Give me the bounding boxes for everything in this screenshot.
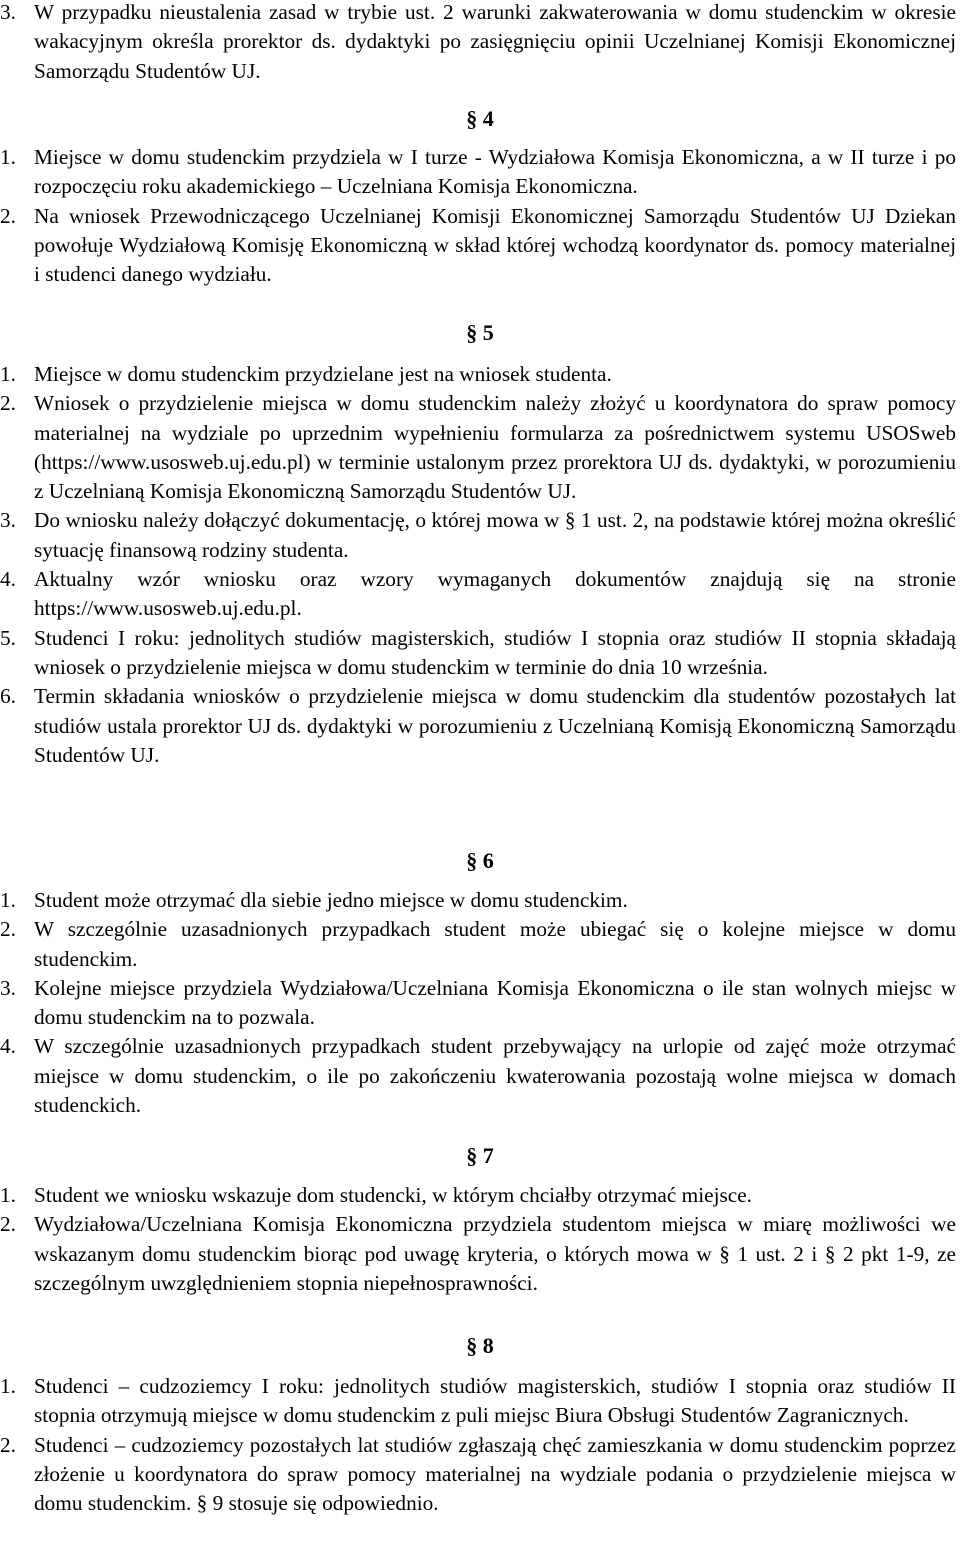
paragraph-number: 2.	[0, 1212, 16, 1237]
paragraph	[0, 624, 960, 683]
paragraph	[0, 915, 960, 974]
paragraph-text: Miejsce w domu studenckim przydziela w I turze - Wydziałowa Komisja Ekonomiczna, a w II turze i po rozpoczęciu roku akademickiego – Uczelniana Komisja Ekonomiczna.	[34, 145, 956, 199]
intro-section	[0, 0, 960, 86]
paragraph-number: 6.	[0, 684, 16, 709]
paragraph-number: 4.	[0, 567, 16, 592]
paragraph	[0, 389, 960, 506]
paragraph	[0, 1431, 960, 1519]
paragraph-text: W szczególnie uzasadnionych przypadkach student może ubiegać się o kolejne miejsce w domu studenckim.	[34, 917, 956, 971]
paragraph-text: Aktualny wzór wniosku oraz wzory wymaganych dokumentów znajdują się na stronie https://www.usosweb.uj.edu.pl.	[34, 567, 956, 621]
paragraph-number: 3.	[0, 508, 16, 533]
paragraph	[0, 1210, 960, 1298]
paragraph-text: Do wniosku należy dołączyć dokumentację, o której mowa w § 1 ust. 2, na podstawie której można określić sytuację finansową rodziny studenta.	[34, 508, 956, 562]
paragraph-text: W przypadku nieustalenia zasad w trybie ust. 2 warunki zakwaterowania w domu studenckim w okresie wakacyjnym określa prorektor ds. dydaktyki po zasięgnięciu opinii Uczelnianej Komisji Ekonomicznej Samorządu Studentów UJ.	[34, 0, 956, 83]
paragraph	[0, 1181, 960, 1210]
paragraph-text: Student może otrzymać dla siebie jedno miejsce w domu studenckim.	[34, 888, 628, 912]
paragraph-text: Kolejne miejsce przydziela Wydziałowa/Uczelniana Komisja Ekonomiczna o ile stan wolnych miejsc w domu studenckim na to pozwala.	[34, 975, 956, 1030]
paragraph	[0, 565, 960, 624]
paragraph-text: Studenci – cudzoziemcy I roku: jednolitych studiów magisterskich, studiów I stopnia oraz studiów II stopnia otrzymują miejsce w domu studenckim z puli miejsc Biura Obsługi Studentów Zagranicznych.	[34, 1374, 956, 1428]
section-4	[0, 143, 960, 289]
paragraph	[0, 360, 960, 389]
paragraph-number: 2.	[0, 1432, 16, 1457]
paragraph-number: 1.	[0, 362, 16, 386]
paragraph	[0, 1032, 960, 1120]
paragraph-text: Studenci I roku: jednolitych studiów magisterskich, studiów I stopnia oraz studiów II stopnia składają wniosek o przydzielenie miejsca w domu studenckim w terminie do dnia 10 września.	[34, 625, 956, 679]
section-7	[0, 1181, 960, 1298]
paragraph-number: 1.	[0, 145, 16, 169]
paragraph-text: Student we wniosku wskazuje dom studencki, w którym chciałby otrzymać miejsce.	[34, 1183, 753, 1207]
paragraph-text: Na wniosek Przewodniczącego Uczelnianej Komisji Ekonomicznej Samorządu Studentów UJ Dziekan powołuje Wydziałową Komisję Ekonomiczną w skład której wchodzą koordynator ds. pomocy materialnej i studenci danego wydziału.	[34, 203, 956, 287]
paragraph	[0, 202, 960, 290]
paragraph	[0, 886, 960, 915]
paragraph-text: Wydziałowa/Uczelniana Komisja Ekonomiczna przydziela studentom miejsca w miarę możliwości we wskazanym domu studenckim biorąc pod uwagę kryteria, o których mowa w § 1 ust. 2 i § 2 pkt 1-9, ze szczególnym uwzględnieniem stopnia niepełnosprawności.	[34, 1212, 956, 1295]
paragraph-number: 5.	[0, 625, 16, 650]
paragraph	[0, 682, 960, 770]
section-6	[0, 886, 960, 1120]
paragraph-number: 1.	[0, 888, 16, 912]
paragraph-text: W szczególnie uzasadnionych przypadkach student przebywający na urlopie od zajęć może otrzymać miejsce w domu studenckim, o ile po zakończeniu kwaterowania pozostają wolne miejsca w domach studenckich.	[34, 1034, 956, 1118]
paragraph-number: 2.	[0, 391, 16, 416]
section-8	[0, 1372, 960, 1518]
paragraph	[0, 143, 960, 202]
paragraph-text: Studenci – cudzoziemcy pozostałych lat studiów zgłaszają chęć zamieszkania w domu studenckim poprzez złożenie u koordynatora do spraw pomocy materialnej na wydziale podania o przydzielenie miejsca w domu studenckim. § 9 stosuje się odpowiednio.	[34, 1432, 956, 1516]
paragraph-number: 1.	[0, 1374, 16, 1398]
paragraph-number: 2.	[0, 203, 16, 228]
paragraph-number: 1.	[0, 1183, 16, 1207]
paragraph-number: 2.	[0, 917, 16, 942]
paragraph-number: 3.	[0, 0, 16, 24]
paragraph-text: Termin składania wniosków o przydzielenie miejsca w domu studenckim dla studentów pozostałych lat studiów ustala prorektor UJ ds. dydaktyki w porozumieniu z Uczelnianą Komisją Ekonomiczną Samorządu Studentów UJ.	[34, 684, 956, 767]
paragraph	[0, 506, 960, 565]
paragraph-number: 3.	[0, 975, 16, 1000]
paragraph	[0, 1372, 960, 1431]
section-heading-5: § 5	[466, 320, 494, 345]
section-heading-7: § 7	[466, 1143, 494, 1168]
section-heading-8: § 8	[466, 1333, 494, 1358]
paragraph	[0, 974, 960, 1033]
section-5	[0, 360, 960, 770]
section-heading-4: § 4	[466, 106, 494, 131]
paragraph	[0, 0, 960, 86]
paragraph-text: Miejsce w domu studenckim przydzielane jest na wniosek studenta.	[34, 362, 612, 386]
section-heading-6: § 6	[466, 848, 494, 873]
paragraph-number: 4.	[0, 1034, 16, 1059]
paragraph-text: Wniosek o przydzielenie miejsca w domu studenckim należy złożyć u koordynatora do spraw pomocy materialnej na wydziale po uprzednim wypełnieniu formularza za pośrednictwem systemu USOSweb (https://www.usosweb.uj.edu.pl) w terminie ustalonym przez prorektora UJ ds. dydaktyki, w porozumieniu z Uczelnianą Komisja Ekonomiczną Samorządu Studentów UJ.	[34, 391, 956, 504]
